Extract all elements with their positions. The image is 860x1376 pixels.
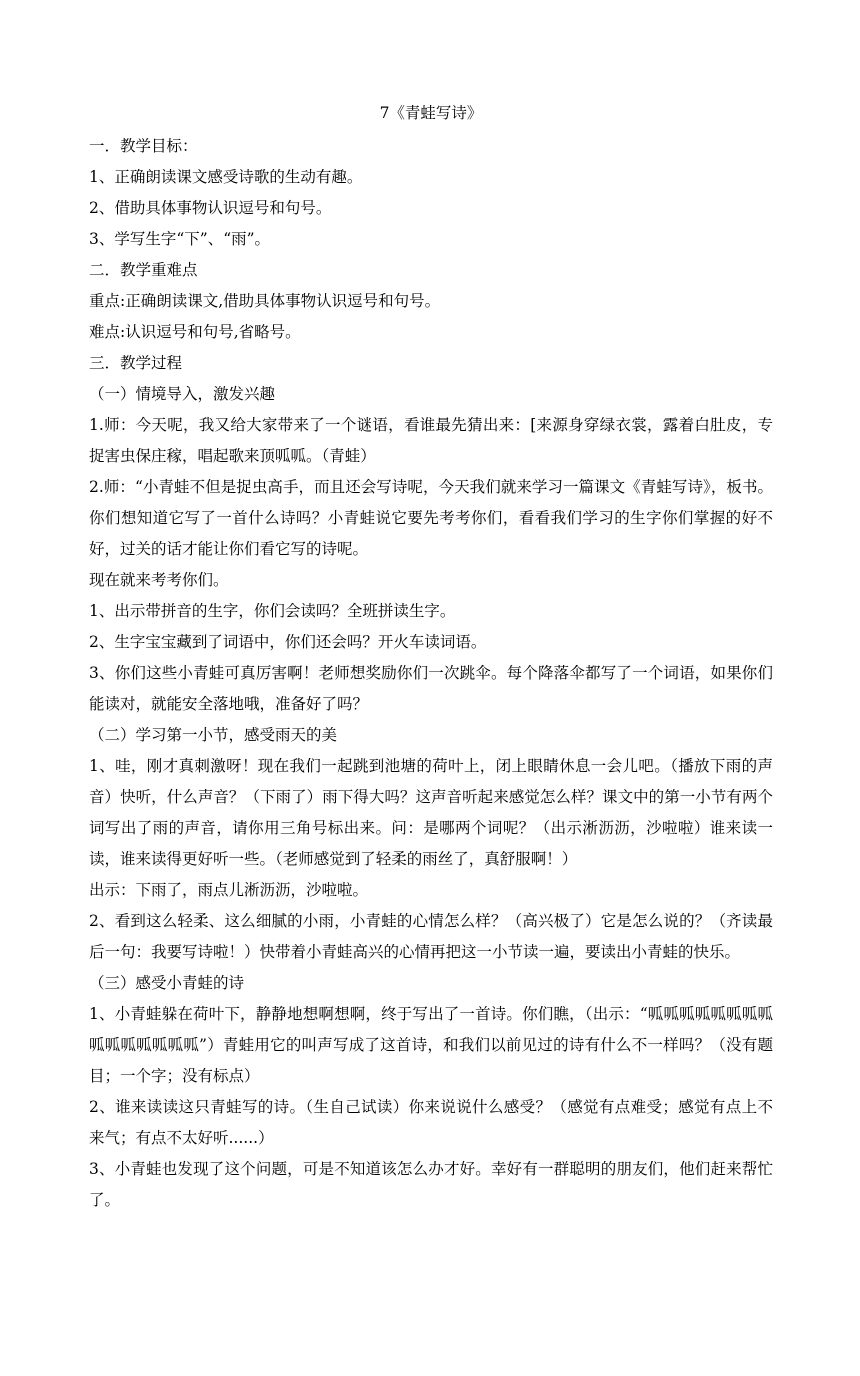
body-paragraph: 1、小青蛙躲在荷叶下，静静地想啊想啊，终于写出了一首诗。你们瞧，（出示：“呱呱呱呱呱呱呱呱呱呱呱呱呱呱呱”）青蛙用它的叫声写成了这首诗，和我们以前见过的诗有什么不一样吗？（没有题目；一个字；没有标点） [89,1005,773,1085]
document-body [89,100,773,1216]
body-paragraph: 1.师：今天呢，我又给大家带来了一个谜语，看谁最先猜出来：[来源身穿绿衣裳，露着白肚皮，专捉害虫保庄稼，唱起歌来顶呱呱。（青蛙） [89,416,773,465]
key-point-text: 重点:正确朗读课文,借助具体事物认识逗号和句号。 [89,292,441,310]
body-paragraph: 2、生字宝宝藏到了词语中，你们还会吗？开火车读词语。 [89,633,487,651]
subsection-heading: （一）情境导入，激发兴趣 [89,385,276,403]
difficult-point-text: 难点:认识逗号和句号,省略号。 [89,323,301,341]
document-title: 7《青蛙写诗》 [379,104,483,122]
body-paragraph: 2、看到这么轻柔、这么细腻的小雨，小青蛙的心情怎么样？（高兴极了）它是怎么说的？（齐读最后一句：我要写诗啦！）快带着小青蛙高兴的心情再把这一小节读一遍，要读出小青蛙的快乐。 [89,912,773,961]
body-paragraph: 3、小青蛙也发现了这个问题，可是不知道该怎么办才好。幸好有一群聪明的朋友们，他们赶来帮忙了。 [89,1160,773,1209]
body-paragraph: 2.师：“小青蛙不但是捉虫高手，而且还会写诗呢，今天我们就来学习一篇课文《青蛙写诗》，板书。你们想知道它写了一首什么诗吗？小青蛙说它要先考考你们，看看我们学习的生字你们掌握的好不好，过关的话才能让你们看它写的诗呢。 [89,478,773,558]
body-paragraph: 现在就来考考你们。 [89,571,229,589]
body-paragraph: 3、你们这些小青蛙可真厉害啊！老师想奖励你们一次跳伞。每个降落伞都写了一个词语，如果你们能读对，就能安全落地哦，准备好了吗？ [89,664,773,713]
objective-item: 1、正确朗读课文感受诗歌的生动有趣。 [89,168,363,186]
subsection-heading: （三）感受小青蛙的诗 [89,974,245,992]
body-paragraph: 1、出示带拼音的生字，你们会读吗？全班拼读生字。 [89,602,456,620]
section-heading-objectives: 一．教学目标： [89,137,198,155]
objective-item: 2、借助具体事物认识逗号和句号。 [89,199,332,217]
subsection-heading: （二）学习第一小节，感受雨天的美 [89,726,338,744]
body-paragraph: 1、哇，刚才真刺激呀！现在我们一起跳到池塘的荷叶上，闭上眼睛休息一会儿吧。（播放下雨的声音）快听，什么声音？（下雨了）雨下得大吗？这声音听起来感觉怎么样？课文中的第一小节有两个词写出了雨的声音，请你用三角号标出来。问：是哪两个词呢？（出示淅沥沥，沙啦啦）谁来读一读，谁来读得更好听一些。（老师感觉到了轻柔的雨丝了，真舒服啊！） [89,757,773,868]
body-paragraph: 出示：下雨了，雨点儿淅沥沥，沙啦啦。 [89,881,369,899]
objective-item: 3、学写生字“下”、“雨”。 [89,230,271,248]
section-heading-key-points: 二．教学重难点 [89,261,198,279]
body-paragraph: 2、谁来读读这只青蛙写的诗。（生自己试读）你来说说什么感受？（感觉有点难受；感觉有点上不来气；有点不太好听......） [89,1098,773,1147]
section-heading-process: 三．教学过程 [89,354,183,372]
